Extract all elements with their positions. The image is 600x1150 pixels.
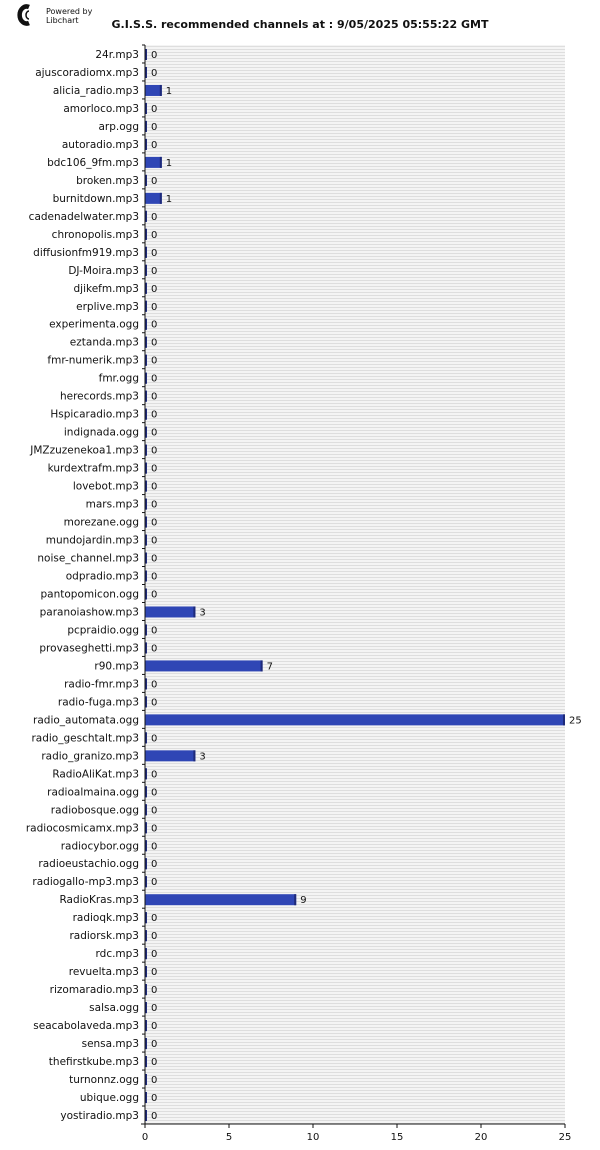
category-label: fmr.ogg (98, 372, 139, 385)
category-labels (26, 49, 139, 1122)
bar (145, 894, 296, 905)
data-label: 0 (151, 769, 158, 781)
category-label: pantopomicon.ogg (40, 588, 139, 601)
data-label: 0 (151, 553, 158, 565)
data-label: 0 (151, 229, 158, 241)
data-label: 0 (151, 535, 158, 547)
category-label: radio-fmr.mp3 (64, 678, 139, 691)
data-label: 0 (151, 1057, 158, 1069)
data-label: 7 (266, 661, 273, 673)
data-label: 1 (165, 85, 173, 97)
data-label: 0 (151, 499, 158, 511)
category-label: yostiradio.mp3 (60, 1110, 139, 1123)
data-label: 1 (165, 157, 173, 169)
libchart-text: Libchart (46, 16, 79, 25)
data-label: 0 (151, 823, 158, 835)
bar-edge (261, 660, 263, 671)
category-label: ubique.ogg (79, 1092, 139, 1105)
category-label: autoradio.mp3 (61, 138, 139, 151)
data-label: 0 (151, 355, 158, 367)
category-label: radiobosque.ogg (50, 804, 139, 817)
data-label: 0 (151, 571, 158, 583)
category-label: indignada.ogg (63, 426, 139, 439)
data-label: 0 (151, 877, 158, 889)
category-label: DJ-Moira.mp3 (68, 264, 139, 277)
category-label: radio-fuga.mp3 (57, 696, 139, 709)
data-label: 0 (151, 1021, 158, 1033)
bar-edge (160, 85, 162, 96)
data-label: 0 (151, 49, 158, 61)
data-label: 0 (151, 679, 158, 691)
category-label: ajuscoradiomx.mp3 (35, 66, 139, 79)
category-label: cadenadelwater.mp3 (28, 210, 139, 223)
x-tick-label: 20 (474, 1132, 488, 1143)
data-label: 3 (199, 607, 206, 619)
category-label: 24r.mp3 (95, 48, 139, 61)
category-label: odpradio.mp3 (65, 570, 139, 583)
bar (145, 660, 263, 671)
category-label: mundojardin.mp3 (45, 534, 139, 547)
data-label: 0 (151, 409, 158, 421)
data-label: 0 (151, 445, 158, 457)
data-label: 0 (151, 913, 158, 925)
category-label: radio_geschtalt.mp3 (31, 732, 139, 745)
category-label: fmr-numerik.mp3 (47, 354, 139, 367)
data-label: 0 (151, 211, 158, 223)
category-label: radiocosmicamx.mp3 (25, 822, 139, 835)
category-label: radio_automata.ogg (33, 714, 139, 727)
data-label: 0 (151, 319, 158, 331)
data-label: 0 (151, 283, 158, 295)
bar (145, 750, 195, 761)
data-label: 0 (151, 337, 158, 349)
bar-edge (193, 750, 195, 761)
data-label: 0 (151, 463, 158, 475)
category-label: mars.mp3 (85, 498, 139, 511)
category-label: radiorsk.mp3 (69, 930, 139, 943)
data-label: 0 (151, 1093, 158, 1105)
bar (145, 157, 162, 168)
x-tick-label: 5 (225, 1132, 233, 1143)
bar (145, 193, 162, 204)
bar-edge (193, 606, 195, 617)
category-label: burnitdown.mp3 (52, 192, 139, 205)
data-label: 0 (151, 931, 158, 943)
bar (145, 606, 195, 617)
category-label: Hspicaradio.mp3 (50, 408, 139, 421)
data-label: 0 (151, 859, 158, 871)
data-label: 0 (151, 373, 158, 385)
data-label: 0 (151, 733, 158, 745)
data-label: 0 (151, 841, 158, 853)
data-label: 0 (151, 1003, 158, 1015)
category-label: erplive.mp3 (76, 300, 139, 313)
data-label: 0 (151, 967, 158, 979)
data-label: 3 (199, 751, 206, 763)
data-label: 0 (151, 517, 158, 529)
category-label: bdc106_9fm.mp3 (47, 156, 139, 169)
data-label: 0 (151, 103, 158, 115)
category-label: eztanda.mp3 (69, 336, 139, 349)
category-label: alicia_radio.mp3 (52, 84, 139, 97)
category-label: JMZzuzenekoa1.mp3 (30, 444, 139, 457)
x-tick-label: 25 (558, 1132, 572, 1143)
chart-title: G.I.S.S. recommended channels at : 9/05/2025 05:55:22 GMT (111, 18, 489, 31)
data-label: 0 (151, 1075, 158, 1087)
data-label: 0 (151, 121, 158, 133)
category-label: experimenta.ogg (49, 318, 139, 331)
bar (145, 85, 162, 96)
data-label: 0 (151, 949, 158, 961)
x-tick-label: 0 (141, 1132, 149, 1143)
category-label: sensa.mp3 (81, 1038, 139, 1051)
category-label: radiocybor.ogg (60, 840, 139, 853)
data-label: 1 (165, 193, 173, 205)
category-label: herecords.mp3 (59, 390, 139, 403)
category-label: RadioAliKat.mp3 (52, 768, 139, 781)
category-label: turnonnz.ogg (69, 1074, 139, 1087)
plot-area (145, 45, 565, 1124)
data-label: 0 (151, 391, 158, 403)
category-label: radiogallo-mp3.mp3 (32, 876, 139, 889)
category-label: rdc.mp3 (95, 948, 139, 961)
data-label: 0 (151, 265, 158, 277)
data-label: 0 (151, 301, 158, 313)
data-label: 0 (151, 247, 158, 259)
x-tick-label: 15 (390, 1132, 404, 1143)
x-axis-ticks (142, 1124, 572, 1143)
data-label: 0 (151, 985, 158, 997)
bar-edge (160, 157, 162, 168)
category-label: thefirstkube.mp3 (48, 1056, 139, 1069)
bar-edge (160, 193, 162, 204)
category-label: RadioKras.mp3 (59, 894, 139, 907)
category-label: rizomaradio.mp3 (49, 984, 139, 997)
category-label: broken.mp3 (76, 174, 139, 187)
data-label: 0 (151, 589, 158, 601)
category-label: amorloco.mp3 (63, 102, 139, 115)
libchart-logo-icon (20, 6, 29, 23)
category-label: morezane.ogg (63, 516, 139, 529)
data-label: 0 (151, 697, 158, 709)
category-label: paranoiashow.mp3 (39, 606, 139, 619)
category-label: radioqk.mp3 (72, 912, 139, 925)
category-label: arp.ogg (98, 120, 139, 133)
powered-by-text: Powered by (46, 7, 93, 16)
category-label: diffusionfm919.mp3 (33, 246, 139, 259)
data-label: 0 (151, 427, 158, 439)
category-label: radioalmaina.ogg (47, 786, 139, 799)
data-label: 9 (300, 895, 307, 907)
bar (145, 714, 565, 725)
category-label: noise_channel.mp3 (37, 552, 139, 565)
data-label: 0 (151, 787, 158, 799)
data-label: 0 (151, 625, 158, 637)
category-label: chronopolis.mp3 (51, 228, 139, 241)
category-label: revuelta.mp3 (68, 966, 139, 979)
category-label: seacabolaveda.mp3 (33, 1020, 139, 1033)
data-label: 0 (151, 481, 158, 493)
data-label: 0 (151, 643, 158, 655)
category-label: radio_granizo.mp3 (41, 750, 139, 763)
bar-edge (563, 714, 565, 725)
category-label: lovebot.mp3 (72, 480, 139, 493)
data-label: 0 (151, 1039, 158, 1051)
category-label: provaseghetti.mp3 (39, 642, 139, 655)
data-label: 0 (151, 805, 158, 817)
data-label: 25 (569, 715, 582, 727)
data-label: 0 (151, 1111, 158, 1123)
category-label: djikefm.mp3 (73, 282, 139, 295)
category-label: pcpraidio.ogg (67, 624, 139, 637)
data-label: 0 (151, 67, 158, 79)
plot-background (145, 45, 565, 1124)
x-tick-label: 10 (306, 1132, 320, 1143)
category-label: kurdextrafm.mp3 (47, 462, 139, 475)
category-label: radioeustachio.ogg (38, 858, 139, 871)
bar-edge (294, 894, 296, 905)
category-label: salsa.ogg (89, 1002, 139, 1015)
category-label: r90.mp3 (94, 660, 139, 673)
data-label: 0 (151, 175, 158, 187)
data-label: 0 (151, 139, 158, 151)
